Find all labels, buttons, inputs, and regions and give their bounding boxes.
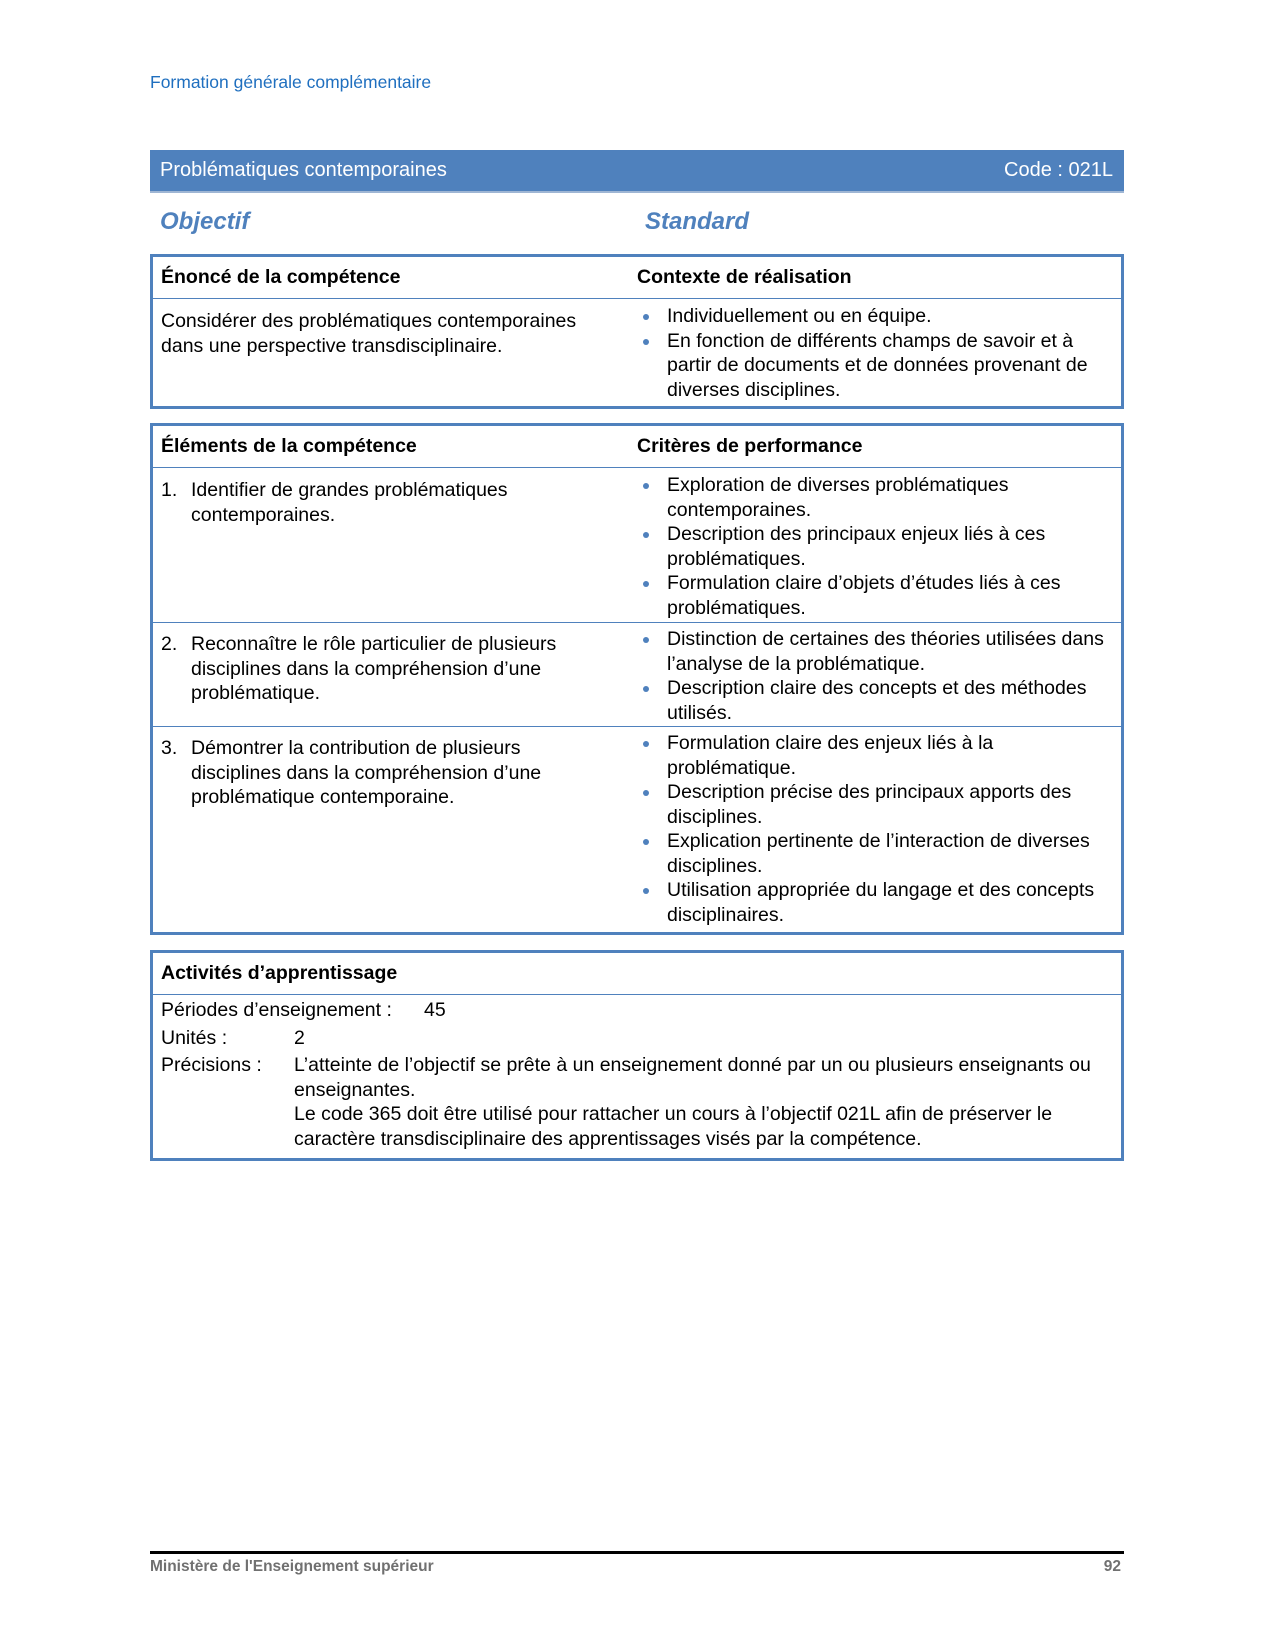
- critere-item: Formulation claire des enjeux liés à la problématique.: [637, 731, 1113, 780]
- enonce-table-header: [153, 257, 1121, 298]
- critere-item: Formulation claire d’objets d’études liés à ces problématiques.: [637, 571, 1113, 620]
- element-row-3: [153, 726, 1121, 927]
- contexte-header: Contexte de réalisation: [637, 266, 852, 289]
- activites-header: Activités d’apprentissage: [161, 962, 398, 985]
- periodes-value: 45: [424, 999, 446, 1021]
- activites-table: [150, 950, 1124, 1161]
- enonce-text: Considérer des problématiques contemporaines dans une perspective transdisciplinaire.: [161, 310, 577, 357]
- objectif-heading: Objectif: [160, 208, 250, 235]
- critere-item: Description des principaux enjeux liés à ces problématiques.: [637, 522, 1113, 571]
- footer-divider: [150, 1551, 1124, 1554]
- objective-title: Problématiques contemporaines: [160, 159, 447, 181]
- unites-label: Unités :: [161, 1026, 228, 1049]
- critere-item: Exploration de diverses problématiques contemporaines.: [637, 473, 1113, 522]
- activites-header-row: [153, 953, 1121, 994]
- contexte-item: En fonction de différents champs de savoir et à partir de documents et de données provenant de diverses disciplines.: [637, 329, 1113, 403]
- section-headings: [150, 206, 1124, 242]
- precision-text: Le code 365 doit être utilisé pour rattacher un cours à l’objectif 021L afin de préserver le caractère transdisciplinaire des apprentissages visés par la compétence.: [294, 1103, 1053, 1150]
- unites-row: [161, 1026, 1113, 1051]
- periodes-row: [161, 998, 1113, 1023]
- unites-value: 2: [294, 1026, 305, 1049]
- running-header-title: Formation générale complémentaire: [150, 72, 432, 92]
- precisions-label: Précisions :: [161, 1054, 262, 1076]
- critere-item: Description précise des principaux apports des disciplines.: [637, 780, 1113, 829]
- contexte-item: Individuellement ou en équipe.: [637, 304, 1113, 329]
- periodes-label: Périodes d’enseignement :: [161, 999, 392, 1021]
- element-row-2: [153, 622, 1121, 726]
- criteres-list: [637, 627, 1113, 725]
- critere-item: Utilisation appropriée du langage et des concepts disciplinaires.: [637, 878, 1113, 927]
- element-text: Démontrer la contribution de plusieurs disciplines dans la compréhension d’une problématique contemporaine.: [191, 737, 542, 808]
- criteres-header: Critères de performance: [637, 435, 863, 458]
- critere-item: Explication pertinente de l’interaction de diverses disciplines.: [637, 829, 1113, 878]
- activites-body: [153, 994, 1121, 1151]
- enonce-table: [150, 254, 1124, 409]
- element-text: Reconnaître le rôle particulier de plusieurs disciplines dans la compréhension d’une problématique.: [191, 633, 557, 704]
- element-number: 1.: [161, 479, 178, 501]
- element-row-1: [153, 467, 1121, 622]
- objective-title-bar: [150, 150, 1124, 193]
- enonce-header: Énoncé de la compétence: [161, 266, 401, 289]
- enonce-table-row: [153, 298, 1121, 402]
- objective-code: Code : 021L: [1004, 159, 1113, 181]
- standard-heading: Standard: [645, 208, 750, 235]
- elements-table-header: [153, 426, 1121, 467]
- precisions-row: [161, 1053, 1113, 1151]
- critere-item: Distinction de certaines des théories utilisées dans l’analyse de la problématique.: [637, 627, 1113, 676]
- page-footer: [150, 1558, 1124, 1576]
- elements-table: [150, 423, 1124, 935]
- critere-item: Description claire des concepts et des méthodes utilisés.: [637, 676, 1113, 725]
- criteres-list: [637, 731, 1113, 927]
- element-number: 3.: [161, 737, 178, 759]
- element-text: Identifier de grandes problématiques contemporaines.: [191, 479, 508, 526]
- footer-publisher: Ministère de l'Enseignement supérieur: [150, 1558, 434, 1575]
- criteres-list: [637, 473, 1113, 620]
- element-number: 2.: [161, 633, 178, 655]
- elements-header: Éléments de la compétence: [161, 435, 417, 458]
- precision-text: L’atteinte de l’objectif se prête à un enseignement donné par un ou plusieurs enseignants ou enseignantes.: [294, 1054, 1091, 1101]
- contexte-list: [637, 304, 1113, 402]
- page-number: 92: [1103, 1558, 1121, 1575]
